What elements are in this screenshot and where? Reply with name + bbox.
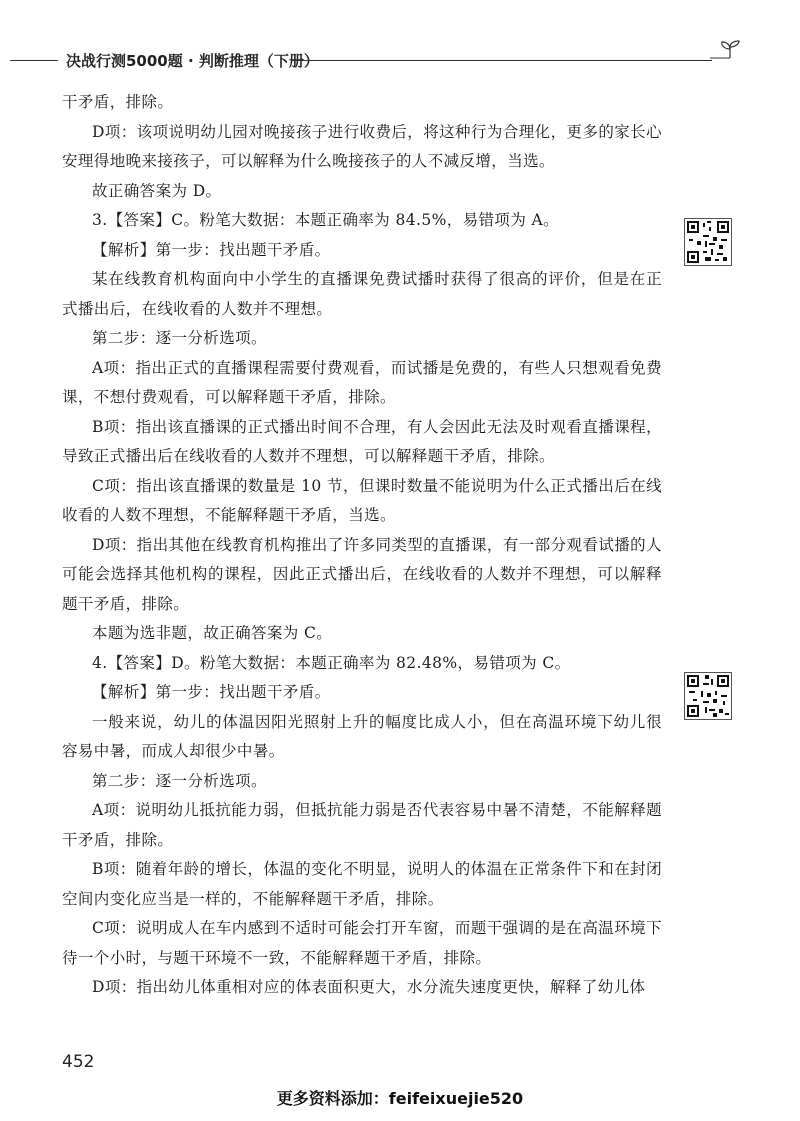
paragraph: A项：说明幼儿抵抗能力弱，但抵抗能力弱是否代表容易中暑不清楚，不能解释题干矛盾，排除。 xyxy=(62,801,662,849)
header-rule-right xyxy=(292,60,712,61)
paragraph: 【解析】第一步：找出题干矛盾。 xyxy=(92,683,331,701)
paragraph: 一般来说，幼儿的体温因阳光照射上升的幅度比成人小，但在高温环境下幼儿很容易中暑，而成人却很少中暑。 xyxy=(62,712,662,760)
book-title: 决战行测5000题 · 判断推理（下册） xyxy=(66,52,319,70)
paragraph: B项：指出该直播课的正式播出时间不合理，有人会因此无法及时观看直播课程，导致正式播出后在线收看的人数并不理想，可以解释题干矛盾，排除。 xyxy=(62,417,662,465)
paragraph: D项：指出幼儿体重相对应的体表面积更大，水分流失速度更快，解释了幼儿体 xyxy=(92,978,646,996)
qr-code-icon xyxy=(685,219,731,265)
paragraph: 4.【答案】D。粉笔大数据：本题正确率为 82.48%，易错项为 C。 xyxy=(92,653,571,672)
paragraph: D项：指出其他在线教育机构推出了许多同类型的直播课，有一部分观看试播的人可能会选择其他机构的课程，因此正式播出后，在线收看的人数并不理想，可以解释题干矛盾，排除。 xyxy=(62,535,662,613)
explanation-body xyxy=(62,88,662,1003)
paragraph: 【解析】第一步：找出题干矛盾。 xyxy=(92,240,331,259)
page-number: 452 xyxy=(62,1052,95,1072)
paragraph: 本题为选非题，故正确答案为 C。 xyxy=(92,624,333,642)
paragraph: 某在线教育机构面向中小学生的直播课免费试播时获得了很高的评价，但是在正式播出后，在线收看的人数并不理想。 xyxy=(62,270,662,318)
paragraph: B项：随着年龄的增长，体温的变化不明显，说明人的体温在正常条件下和在封闭空间内变化应当是一样的，不能解释题干矛盾，排除。 xyxy=(62,860,662,908)
qr-code-question-4[interactable] xyxy=(684,672,732,720)
sprout-icon xyxy=(708,40,744,64)
paragraph: 第二步：逐一分析选项。 xyxy=(92,329,267,347)
paragraph: 3.【答案】C。粉笔大数据：本题正确率为 84.5%，易错项为 A。 xyxy=(92,211,560,229)
paragraph: C项：说明成人在车内感到不适时可能会打开车窗，而题干强调的是在高温环境下待一个小时，与题干环境不一致，不能解释题干矛盾，排除。 xyxy=(62,919,662,967)
paragraph: 故正确答案为 D。 xyxy=(92,181,222,200)
qr-code-question-3[interactable] xyxy=(684,218,732,266)
paragraph: 干矛盾，排除。 xyxy=(62,93,174,111)
paragraph: C项：指出该直播课的数量是 10 节，但课时数量不能说明为什么正式播出后在线收看的人数不理想，不能解释题干矛盾，当选。 xyxy=(62,476,662,524)
paragraph: A项：指出正式的直播课程需要付费观看，而试播是免费的，有些人只想观看免费课，不想付费观看，可以解释题干矛盾，排除。 xyxy=(62,358,662,406)
header-rule-left xyxy=(10,60,58,61)
qr-code-icon xyxy=(685,673,731,719)
footer-note: 更多资料添加：feifeixuejie520 xyxy=(276,1089,524,1108)
paragraph: D项：该项说明幼儿园对晚接孩子进行收费后，将这种行为合理化，更多的家长心安理得地晚来接孩子，可以解释为什么晚接孩子的人不减反增，当选。 xyxy=(62,122,662,170)
running-header xyxy=(0,48,800,72)
paragraph: 第二步：逐一分析选项。 xyxy=(92,771,267,790)
